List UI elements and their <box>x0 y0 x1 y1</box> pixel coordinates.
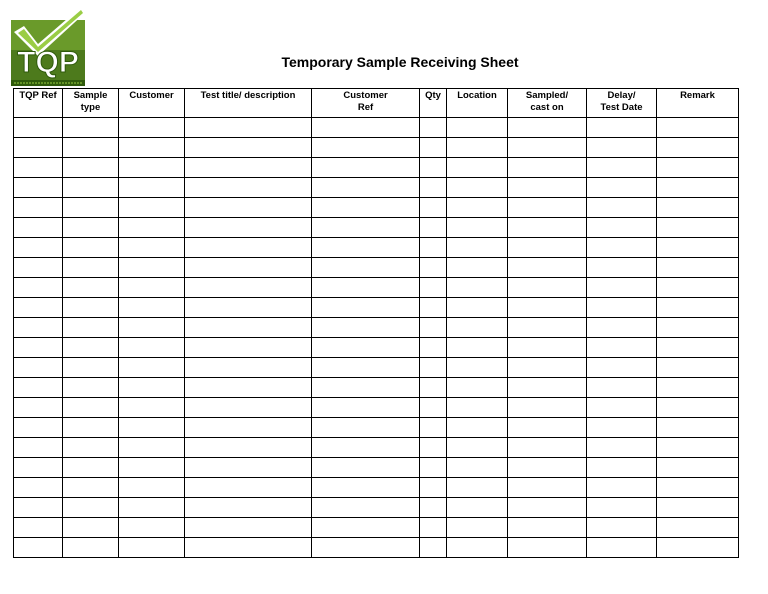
cell-tqp-ref[interactable] <box>14 178 63 198</box>
cell-remark[interactable] <box>657 478 739 498</box>
cell-location[interactable] <box>447 398 508 418</box>
table-row <box>14 418 739 438</box>
cell-sampled-cast-on[interactable] <box>508 118 587 138</box>
cell-test-title[interactable] <box>185 298 312 318</box>
cell-customer[interactable] <box>119 278 185 298</box>
cell-sample-type[interactable] <box>63 318 119 338</box>
cell-delay-test-date[interactable] <box>587 178 657 198</box>
cell-remark[interactable] <box>657 358 739 378</box>
page-title: Temporary Sample Receiving Sheet <box>281 54 519 70</box>
cell-tqp-ref[interactable] <box>14 138 63 158</box>
cell-sampled-cast-on[interactable] <box>508 538 587 558</box>
cell-location[interactable] <box>447 118 508 138</box>
cell-customer-ref[interactable] <box>312 398 420 418</box>
cell-tqp-ref[interactable] <box>14 338 63 358</box>
cell-qty[interactable] <box>420 478 447 498</box>
cell-sample-type[interactable] <box>63 538 119 558</box>
cell-remark[interactable] <box>657 498 739 518</box>
cell-delay-test-date[interactable] <box>587 318 657 338</box>
cell-sampled-cast-on[interactable] <box>508 338 587 358</box>
table-row <box>14 218 739 238</box>
cell-remark[interactable] <box>657 178 739 198</box>
cell-qty[interactable] <box>420 218 447 238</box>
cell-location[interactable] <box>447 478 508 498</box>
cell-customer-ref[interactable] <box>312 418 420 438</box>
cell-remark[interactable] <box>657 398 739 418</box>
cell-tqp-ref[interactable] <box>14 438 63 458</box>
cell-remark[interactable] <box>657 338 739 358</box>
cell-remark[interactable] <box>657 238 739 258</box>
table-body <box>14 118 739 558</box>
cell-sampled-cast-on[interactable] <box>508 258 587 278</box>
cell-delay-test-date[interactable] <box>587 538 657 558</box>
cell-customer-ref[interactable] <box>312 358 420 378</box>
cell-customer-ref[interactable] <box>312 298 420 318</box>
header-customer: Customer <box>119 89 185 118</box>
cell-customer-ref[interactable] <box>312 178 420 198</box>
cell-tqp-ref[interactable] <box>14 478 63 498</box>
cell-customer[interactable] <box>119 458 185 478</box>
cell-customer-ref[interactable] <box>312 198 420 218</box>
header-delay-test-date: Delay/ Test Date <box>587 89 657 118</box>
cell-test-title[interactable] <box>185 478 312 498</box>
cell-qty[interactable] <box>420 498 447 518</box>
cell-test-title[interactable] <box>185 378 312 398</box>
cell-delay-test-date[interactable] <box>587 258 657 278</box>
cell-customer[interactable] <box>119 358 185 378</box>
cell-customer[interactable] <box>119 178 185 198</box>
cell-test-title[interactable] <box>185 238 312 258</box>
cell-tqp-ref[interactable] <box>14 358 63 378</box>
cell-location[interactable] <box>447 198 508 218</box>
table-row <box>14 358 739 378</box>
cell-qty[interactable] <box>420 418 447 438</box>
header-sample-type: Sample type <box>63 89 119 118</box>
table-row <box>14 338 739 358</box>
cell-qty[interactable] <box>420 338 447 358</box>
cell-customer[interactable] <box>119 218 185 238</box>
cell-sampled-cast-on[interactable] <box>508 198 587 218</box>
cell-remark[interactable] <box>657 138 739 158</box>
cell-qty[interactable] <box>420 158 447 178</box>
cell-remark[interactable] <box>657 538 739 558</box>
cell-delay-test-date[interactable] <box>587 498 657 518</box>
cell-customer[interactable] <box>119 418 185 438</box>
cell-tqp-ref[interactable] <box>14 398 63 418</box>
cell-customer[interactable] <box>119 518 185 538</box>
cell-remark[interactable] <box>657 258 739 278</box>
cell-sample-type[interactable] <box>63 518 119 538</box>
cell-delay-test-date[interactable] <box>587 438 657 458</box>
cell-tqp-ref[interactable] <box>14 418 63 438</box>
cell-location[interactable] <box>447 218 508 238</box>
cell-customer[interactable] <box>119 438 185 458</box>
cell-remark[interactable] <box>657 298 739 318</box>
cell-sample-type[interactable] <box>63 258 119 278</box>
cell-qty[interactable] <box>420 178 447 198</box>
cell-sampled-cast-on[interactable] <box>508 178 587 198</box>
cell-delay-test-date[interactable] <box>587 218 657 238</box>
table-row <box>14 538 739 558</box>
cell-customer-ref[interactable] <box>312 538 420 558</box>
cell-remark[interactable] <box>657 518 739 538</box>
cell-customer-ref[interactable] <box>312 518 420 538</box>
cell-qty[interactable] <box>420 518 447 538</box>
cell-test-title[interactable] <box>185 318 312 338</box>
cell-location[interactable] <box>447 458 508 478</box>
header-test-title: Test title/ description <box>185 89 312 118</box>
cell-sample-type[interactable] <box>63 398 119 418</box>
cell-sample-type[interactable] <box>63 158 119 178</box>
cell-customer[interactable] <box>119 298 185 318</box>
cell-tqp-ref[interactable] <box>14 258 63 278</box>
cell-tqp-ref[interactable] <box>14 538 63 558</box>
cell-customer[interactable] <box>119 478 185 498</box>
cell-remark[interactable] <box>657 218 739 238</box>
cell-customer-ref[interactable] <box>312 498 420 518</box>
cell-sampled-cast-on[interactable] <box>508 378 587 398</box>
cell-customer-ref[interactable] <box>312 338 420 358</box>
cell-customer-ref[interactable] <box>312 478 420 498</box>
cell-delay-test-date[interactable] <box>587 378 657 398</box>
cell-customer[interactable] <box>119 338 185 358</box>
cell-customer[interactable] <box>119 378 185 398</box>
cell-sample-type[interactable] <box>63 498 119 518</box>
cell-customer-ref[interactable] <box>312 278 420 298</box>
table-row <box>14 158 739 178</box>
cell-remark[interactable] <box>657 378 739 398</box>
cell-customer-ref[interactable] <box>312 258 420 278</box>
table-row <box>14 238 739 258</box>
cell-customer[interactable] <box>119 198 185 218</box>
cell-qty[interactable] <box>420 298 447 318</box>
cell-customer-ref[interactable] <box>312 318 420 338</box>
cell-remark[interactable] <box>657 438 739 458</box>
cell-customer[interactable] <box>119 158 185 178</box>
cell-qty[interactable] <box>420 258 447 278</box>
table-row <box>14 438 739 458</box>
cell-sampled-cast-on[interactable] <box>508 458 587 478</box>
table-row <box>14 178 739 198</box>
cell-customer-ref[interactable] <box>312 458 420 478</box>
table-row <box>14 298 739 318</box>
cell-sample-type[interactable] <box>63 298 119 318</box>
cell-sample-type[interactable] <box>63 338 119 358</box>
cell-location[interactable] <box>447 538 508 558</box>
cell-sample-type[interactable] <box>63 138 119 158</box>
cell-customer-ref[interactable] <box>312 238 420 258</box>
cell-sampled-cast-on[interactable] <box>508 278 587 298</box>
cell-delay-test-date[interactable] <box>587 398 657 418</box>
cell-sampled-cast-on[interactable] <box>508 498 587 518</box>
cell-customer[interactable] <box>119 398 185 418</box>
cell-test-title[interactable] <box>185 418 312 438</box>
sample-receiving-table <box>13 88 739 558</box>
header-sampled-cast-on: Sampled/ cast on <box>508 89 587 118</box>
cell-delay-test-date[interactable] <box>587 138 657 158</box>
cell-location[interactable] <box>447 338 508 358</box>
cell-qty[interactable] <box>420 238 447 258</box>
cell-qty[interactable] <box>420 378 447 398</box>
cell-customer[interactable] <box>119 138 185 158</box>
cell-customer-ref[interactable] <box>312 158 420 178</box>
cell-sample-type[interactable] <box>63 378 119 398</box>
cell-test-title[interactable] <box>185 178 312 198</box>
cell-tqp-ref[interactable] <box>14 158 63 178</box>
cell-tqp-ref[interactable] <box>14 118 63 138</box>
cell-delay-test-date[interactable] <box>587 158 657 178</box>
cell-sample-type[interactable] <box>63 118 119 138</box>
cell-test-title[interactable] <box>185 338 312 358</box>
cell-sampled-cast-on[interactable] <box>508 138 587 158</box>
cell-qty[interactable] <box>420 438 447 458</box>
cell-tqp-ref[interactable] <box>14 298 63 318</box>
cell-tqp-ref[interactable] <box>14 218 63 238</box>
cell-qty[interactable] <box>420 118 447 138</box>
cell-delay-test-date[interactable] <box>587 338 657 358</box>
cell-sample-type[interactable] <box>63 458 119 478</box>
cell-customer[interactable] <box>119 118 185 138</box>
header-qty: Qty <box>420 89 447 118</box>
cell-customer[interactable] <box>119 318 185 338</box>
cell-tqp-ref[interactable] <box>14 458 63 478</box>
cell-location[interactable] <box>447 278 508 298</box>
table-row <box>14 318 739 338</box>
header-location: Location <box>447 89 508 118</box>
cell-sample-type[interactable] <box>63 278 119 298</box>
cell-sampled-cast-on[interactable] <box>508 518 587 538</box>
table-row <box>14 498 739 518</box>
cell-customer-ref[interactable] <box>312 218 420 238</box>
cell-qty[interactable] <box>420 398 447 418</box>
cell-tqp-ref[interactable] <box>14 278 63 298</box>
table-row <box>14 118 739 138</box>
cell-location[interactable] <box>447 498 508 518</box>
cell-test-title[interactable] <box>185 398 312 418</box>
header-customer-ref: Customer Ref <box>312 89 420 118</box>
cell-location[interactable] <box>447 378 508 398</box>
cell-tqp-ref[interactable] <box>14 238 63 258</box>
cell-location[interactable] <box>447 298 508 318</box>
tqp-logo <box>10 6 88 88</box>
cell-customer-ref[interactable] <box>312 118 420 138</box>
table-row <box>14 398 739 418</box>
cell-test-title[interactable] <box>185 218 312 238</box>
cell-sampled-cast-on[interactable] <box>508 238 587 258</box>
table-row <box>14 458 739 478</box>
cell-delay-test-date[interactable] <box>587 358 657 378</box>
cell-test-title[interactable] <box>185 498 312 518</box>
cell-location[interactable] <box>447 418 508 438</box>
cell-test-title[interactable] <box>185 158 312 178</box>
cell-delay-test-date[interactable] <box>587 278 657 298</box>
cell-sampled-cast-on[interactable] <box>508 158 587 178</box>
cell-customer-ref[interactable] <box>312 138 420 158</box>
cell-sample-type[interactable] <box>63 358 119 378</box>
cell-customer[interactable] <box>119 238 185 258</box>
table-row <box>14 198 739 218</box>
table-row <box>14 278 739 298</box>
cell-test-title[interactable] <box>185 138 312 158</box>
cell-sample-type[interactable] <box>63 438 119 458</box>
table-row <box>14 258 739 278</box>
cell-sampled-cast-on[interactable] <box>508 218 587 238</box>
cell-sample-type[interactable] <box>63 178 119 198</box>
cell-sampled-cast-on[interactable] <box>508 298 587 318</box>
cell-delay-test-date[interactable] <box>587 118 657 138</box>
cell-tqp-ref[interactable] <box>14 498 63 518</box>
cell-remark[interactable] <box>657 118 739 138</box>
cell-location[interactable] <box>447 238 508 258</box>
cell-customer[interactable] <box>119 538 185 558</box>
table-row <box>14 478 739 498</box>
cell-sample-type[interactable] <box>63 198 119 218</box>
cell-qty[interactable] <box>420 538 447 558</box>
cell-location[interactable] <box>447 438 508 458</box>
cell-location[interactable] <box>447 178 508 198</box>
cell-qty[interactable] <box>420 278 447 298</box>
cell-sampled-cast-on[interactable] <box>508 318 587 338</box>
cell-tqp-ref[interactable] <box>14 518 63 538</box>
cell-sample-type[interactable] <box>63 478 119 498</box>
cell-sample-type[interactable] <box>63 418 119 438</box>
cell-delay-test-date[interactable] <box>587 198 657 218</box>
cell-location[interactable] <box>447 138 508 158</box>
header-tqp-ref: TQP Ref <box>14 89 63 118</box>
table-row <box>14 138 739 158</box>
cell-remark[interactable] <box>657 278 739 298</box>
cell-tqp-ref[interactable] <box>14 198 63 218</box>
cell-location[interactable] <box>447 358 508 378</box>
cell-sampled-cast-on[interactable] <box>508 418 587 438</box>
cell-delay-test-date[interactable] <box>587 458 657 478</box>
cell-qty[interactable] <box>420 198 447 218</box>
cell-sample-type[interactable] <box>63 218 119 238</box>
cell-remark[interactable] <box>657 158 739 178</box>
cell-remark[interactable] <box>657 418 739 438</box>
cell-delay-test-date[interactable] <box>587 478 657 498</box>
cell-test-title[interactable] <box>185 438 312 458</box>
cell-sampled-cast-on[interactable] <box>508 438 587 458</box>
cell-location[interactable] <box>447 518 508 538</box>
table-row <box>14 378 739 398</box>
cell-qty[interactable] <box>420 318 447 338</box>
cell-remark[interactable] <box>657 458 739 478</box>
cell-test-title[interactable] <box>185 518 312 538</box>
cell-delay-test-date[interactable] <box>587 238 657 258</box>
cell-customer-ref[interactable] <box>312 378 420 398</box>
cell-test-title[interactable] <box>185 538 312 558</box>
cell-test-title[interactable] <box>185 118 312 138</box>
cell-test-title[interactable] <box>185 358 312 378</box>
cell-sampled-cast-on[interactable] <box>508 478 587 498</box>
cell-delay-test-date[interactable] <box>587 298 657 318</box>
cell-remark[interactable] <box>657 198 739 218</box>
cell-test-title[interactable] <box>185 458 312 478</box>
logo-text: TQP <box>17 46 79 79</box>
cell-location[interactable] <box>447 318 508 338</box>
cell-qty[interactable] <box>420 458 447 478</box>
cell-sampled-cast-on[interactable] <box>508 398 587 418</box>
cell-qty[interactable] <box>420 358 447 378</box>
tqp-checkmark-logo-icon <box>10 6 88 88</box>
cell-sampled-cast-on[interactable] <box>508 358 587 378</box>
cell-delay-test-date[interactable] <box>587 518 657 538</box>
cell-customer[interactable] <box>119 498 185 518</box>
table-row <box>14 518 739 538</box>
header-row <box>14 89 739 118</box>
cell-customer-ref[interactable] <box>312 438 420 458</box>
cell-qty[interactable] <box>420 138 447 158</box>
header-remark: Remark <box>657 89 739 118</box>
cell-remark[interactable] <box>657 318 739 338</box>
cell-sample-type[interactable] <box>63 238 119 258</box>
cell-customer[interactable] <box>119 258 185 278</box>
cell-location[interactable] <box>447 158 508 178</box>
cell-tqp-ref[interactable] <box>14 378 63 398</box>
cell-tqp-ref[interactable] <box>14 318 63 338</box>
cell-test-title[interactable] <box>185 258 312 278</box>
cell-delay-test-date[interactable] <box>587 418 657 438</box>
cell-location[interactable] <box>447 258 508 278</box>
cell-test-title[interactable] <box>185 278 312 298</box>
cell-test-title[interactable] <box>185 198 312 218</box>
